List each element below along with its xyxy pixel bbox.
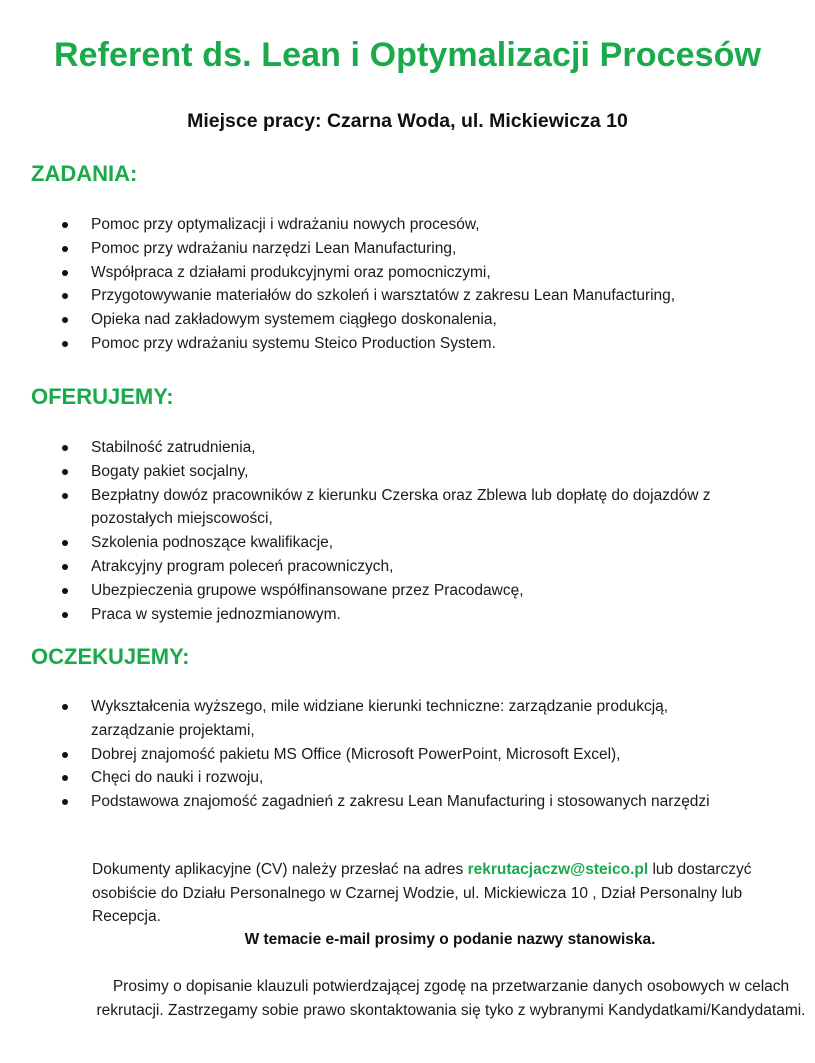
bullet-icon [62, 588, 68, 594]
bullet-icon [62, 341, 68, 347]
bullet-icon [62, 270, 68, 276]
bullet-icon [62, 775, 68, 781]
list-item: Pomoc przy wdrażaniu narzędzi Lean Manufacturing, [0, 237, 790, 261]
bullet-icon [62, 540, 68, 546]
bullet-icon [62, 799, 68, 805]
section-heading-oczekujemy: OCZEKUJEMY: [31, 644, 190, 669]
job-title: Referent ds. Lean i Optymalizacji Procesów [53, 36, 762, 74]
list-item: Współpraca z działami produkcyjnymi oraz pomocniczymi, [0, 261, 790, 285]
bullet-icon [62, 493, 68, 499]
list-item: Dobrej znajomość pakietu MS Office (Microsoft PowerPoint, Microsoft Excel), [0, 743, 790, 767]
bullet-icon [62, 222, 68, 228]
application-text-after: lub dostarczyć osobiście do Działu Personalnego w Czarnej Wodzie, ul. Mickiewicza 10 , Dział Personalny lub Recepcja. [92, 861, 752, 925]
work-location: Miejsce pracy: Czarna Woda, ul. Mickiewicza 10 [187, 110, 628, 132]
list-item: Bogaty pakiet socjalny, [0, 460, 790, 484]
bullet-icon [62, 752, 68, 758]
oczekujemy-list [0, 695, 790, 814]
list-item: Podstawowa znajomość zagadnień z zakresu Lean Manufacturing i stosowanych narzędzi [0, 790, 790, 814]
list-item: Stabilność zatrudnienia, [0, 436, 790, 460]
email-link[interactable]: rekrutacjaczw@steico.pl [467, 861, 649, 878]
list-item: Atrakcyjny program poleceń pracowniczych, [0, 555, 790, 579]
bullet-icon [62, 564, 68, 570]
list-item: Szkolenia podnoszące kwalifikacje, [0, 531, 790, 555]
section-heading-oferujemy: OFERUJEMY: [31, 384, 174, 409]
list-item: Wykształcenia wyższego, mile widziane kierunki techniczne: zarządzanie produkcją, zarządzanie projektami, [0, 695, 751, 743]
list-item: Ubezpieczenia grupowe współfinansowane przez Pracodawcę, [0, 579, 790, 603]
list-item: Pomoc przy wdrażaniu systemu Steico Production System. [0, 332, 790, 356]
zadania-list [0, 213, 790, 356]
bullet-icon [62, 469, 68, 475]
list-item: Chęci do nauki i rozwoju, [0, 766, 790, 790]
list-item: Opieka nad zakładowym systemem ciągłego doskonalenia, [0, 308, 790, 332]
bullet-icon [62, 445, 68, 451]
list-item: Przygotowywanie materiałów do szkoleń i warsztatów z zakresu Lean Manufacturing, [0, 284, 790, 308]
list-item: Praca w systemie jednozmianowym. [0, 603, 790, 627]
application-text-before: Dokumenty aplikacyjne (CV) należy przesłać na adres [92, 861, 468, 878]
section-heading-zadania: ZADANIA: [31, 161, 138, 186]
data-consent-note: Prosimy o dopisanie klauzuli potwierdzającej zgodę na przetwarzanie danych osobowych w celach rekrutacji. Zastrzegamy sobie prawo skontaktowania się tyko z wybranymi Kandydatkami/Kandydatami. [96, 978, 806, 1019]
list-item: Bezpłatny dowóz pracowników z kierunku Czerska oraz Zblewa lub dopłatę do dojazdów z pozostałych miejscowości, [0, 484, 771, 532]
application-instructions [92, 858, 812, 929]
bullet-icon [62, 293, 68, 299]
bullet-icon [62, 246, 68, 252]
oferujemy-list [0, 436, 790, 626]
bullet-icon [62, 317, 68, 323]
list-item: Pomoc przy optymalizacji i wdrażaniu nowych procesów, [0, 213, 790, 237]
bullet-icon [62, 612, 68, 618]
email-subject-note: W temacie e-mail prosimy o podanie nazwy stanowiska. [244, 931, 656, 948]
bullet-icon [62, 704, 68, 710]
